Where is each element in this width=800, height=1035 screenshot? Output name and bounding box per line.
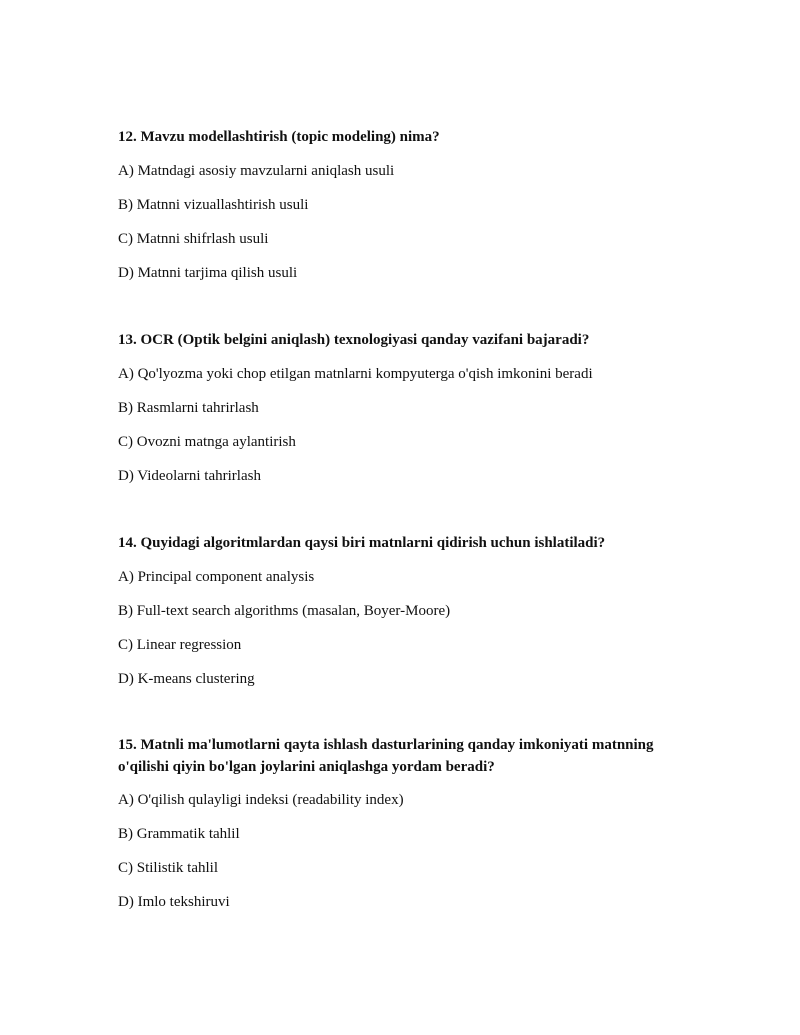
- option-a: A) Principal component analysis: [118, 569, 315, 585]
- option-d: D) Imlo tekshiruvi: [118, 894, 230, 910]
- question-15: [118, 734, 698, 910]
- option-c: C) Ovozni matnga aylantirish: [118, 434, 296, 450]
- question-title: 12. Mavzu modellashtirish (topic modeling) nima?: [118, 129, 440, 145]
- option-c: C) Matnni shifrlash usuli: [118, 231, 269, 247]
- option-c: C) Stilistik tahlil: [118, 860, 219, 876]
- option-b: B) Matnni vizuallashtirish usuli: [118, 197, 309, 213]
- question-title: 15. Matnli ma'lumotlarni qayta ishlash dasturlarining qanday imkoniyati matnning o'qilishi qiyin bo'lgan joylarini aniqlashga yordam beradi?: [118, 737, 654, 775]
- question-title: 13. OCR (Optik belgini aniqlash) texnologiyasi qanday vazifani bajaradi?: [118, 332, 590, 348]
- option-d: D) K-means clustering: [118, 671, 255, 687]
- option-b: B) Rasmlarni tahrirlash: [118, 400, 259, 416]
- option-c: C) Linear regression: [118, 637, 242, 653]
- option-a: A) O'qilish qulayligi indeksi (readability index): [118, 792, 404, 808]
- option-a: A) Matndagi asosiy mavzularni aniqlash usuli: [118, 163, 395, 179]
- option-b: B) Grammatik tahlil: [118, 826, 240, 842]
- option-d: D) Matnni tarjima qilish usuli: [118, 265, 298, 281]
- option-a: A) Qo'lyozma yoki chop etilgan matnlarni kompyuterga o'qish imkonini beradi: [118, 366, 593, 382]
- question-12: [118, 126, 698, 281]
- option-d: D) Videolarni tahrirlash: [118, 468, 261, 484]
- question-14: [118, 532, 698, 687]
- question-title: 14. Quyidagi algoritmlardan qaysi biri matnlarni qidirish uchun ishlatiladi?: [118, 535, 606, 551]
- question-13: [118, 329, 698, 484]
- option-b: B) Full-text search algorithms (masalan, Boyer-Moore): [118, 603, 451, 619]
